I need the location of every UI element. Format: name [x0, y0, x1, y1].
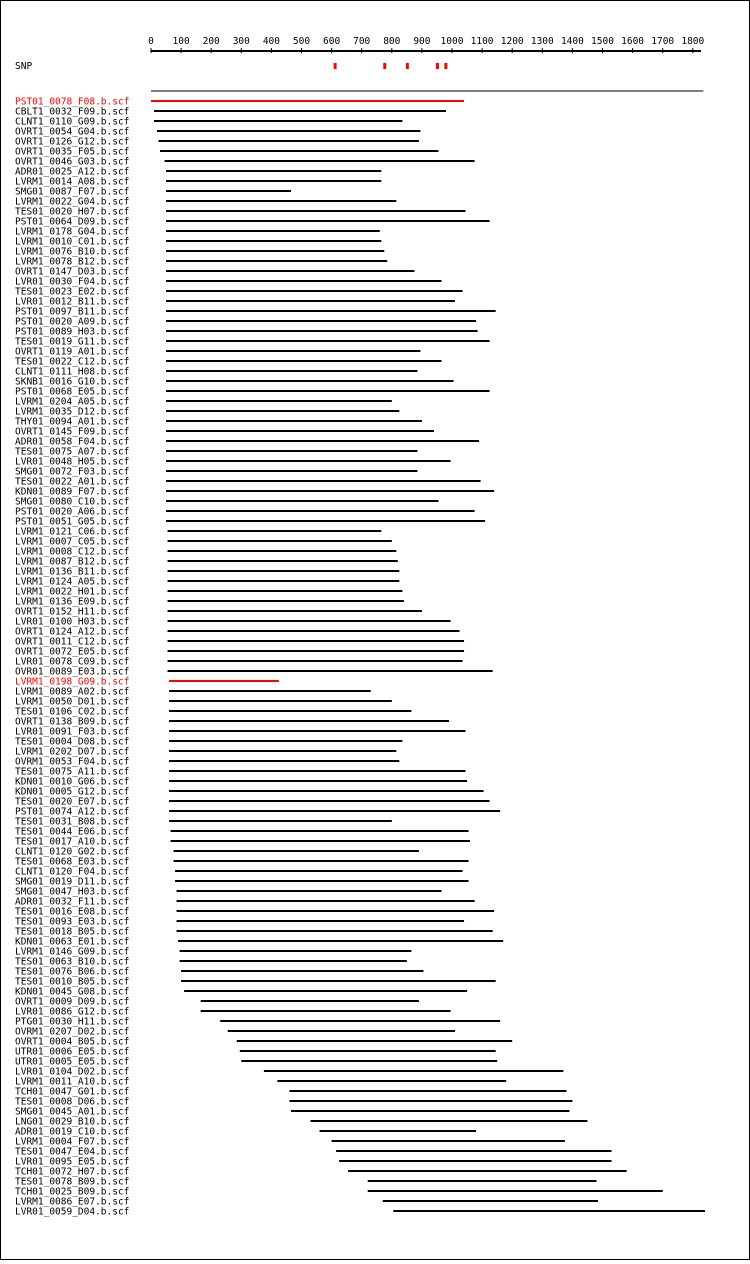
read-name: OVRT1_0054_G04.b.scf [15, 126, 130, 138]
read-name: OVRT1_0046_G03.b.scf [15, 156, 130, 168]
read-name: OVRT1_0035_F05.b.scf [15, 146, 130, 158]
read-row [15, 1207, 705, 1218]
read-name: TES01_0078_B09.b.scf [15, 1176, 130, 1188]
read-name: UTR01_0005_E05.b.scf [15, 1056, 130, 1068]
read-name: PST01_0089_H03.b.scf [15, 326, 130, 338]
read-name: LNG01_0029_B10.b.scf [15, 1116, 130, 1128]
read-name: TES01_0018_B05.b.scf [15, 926, 130, 938]
read-name: OVRT1_0072_E05.b.scf [15, 646, 130, 658]
read-name: SMG01_0072_F03.b.scf [15, 466, 130, 478]
read-name: TES01_0023_E02.b.scf [15, 286, 130, 298]
read-list [15, 97, 705, 1218]
read-name: SMG01_0080_C10.b.scf [15, 496, 130, 508]
read-name: PST01_0097_B11.b.scf [15, 306, 130, 318]
read-name: OVRT1_0126_G12.b.scf [15, 136, 130, 148]
read-name: LVR01_0078_C09.b.scf [15, 656, 130, 668]
read-name: LVRM1_0035_D12.b.scf [15, 406, 130, 418]
read-name: LVRM1_0202_D07.b.scf [15, 746, 130, 758]
read-name: LVR01_0030_F04.b.scf [15, 276, 130, 288]
read-name: OVRT1_0152_H11.b.scf [15, 606, 130, 618]
read-name: KDN01_0089_F07.b.scf [15, 486, 130, 498]
read-name: LVRM1_0078_B12.b.scf [15, 256, 130, 268]
read-name: CLNT1_0111_H08.b.scf [15, 366, 130, 378]
axis-tick-label: 200 [202, 36, 220, 47]
read-name: TCH01_0072_H07.b.scf [15, 1166, 130, 1178]
snp-label: SNP [15, 61, 33, 72]
read-name: CLNT1_0120_G02.b.scf [15, 846, 130, 858]
read-name: TES01_0020_H07.b.scf [15, 206, 130, 218]
read-name: LVR01_0104_D02.b.scf [15, 1066, 130, 1078]
read-name: ADR01_0025_A12.b.scf [15, 166, 130, 178]
read-name: TES01_0076_B06.b.scf [15, 966, 130, 978]
read-name: LVRM1_0007_C05.b.scf [15, 536, 130, 548]
axis-tick-label: 600 [323, 36, 341, 47]
axis-tick-label: 1400 [560, 36, 584, 47]
read-name: PST01_0051_G05.b.scf [15, 516, 130, 528]
read-name: OVRT1_0147_D03.b.scf [15, 266, 130, 278]
read-name: SKNB1_0016_G10.b.scf [15, 376, 130, 388]
read-name: SMG01_0045_A01.b.scf [15, 1106, 130, 1118]
read-name: KDN01_0045_G08.b.scf [15, 986, 130, 998]
axis-tick-label: 1700 [651, 36, 675, 47]
read-name: LVRM1_0050_D01.b.scf [15, 696, 130, 708]
axis-tick-label: 1600 [621, 36, 645, 47]
read-name: TES01_0016_E08.b.scf [15, 906, 130, 918]
read-name: ADR01_0058_F04.b.scf [15, 436, 130, 448]
snp-marker [406, 63, 409, 69]
read-name: LVRM1_0087_B12.b.scf [15, 556, 130, 568]
read-name: TCH01_0047_G01.b.scf [15, 1086, 130, 1098]
read-name: OVRT1_0004_B05.b.scf [15, 1036, 130, 1048]
read-name: OVRT1_0119_A01.b.scf [15, 346, 130, 358]
read-name: PST01_0078_F08.b.scf [15, 96, 130, 108]
read-name: PST01_0068_E05.b.scf [15, 386, 130, 398]
snp-marker [444, 63, 447, 69]
read-name: TES01_0044_E06.b.scf [15, 826, 130, 838]
axis-tick-label: 1500 [591, 36, 614, 47]
read-name: SMG01_0087_F07.b.scf [15, 186, 130, 198]
snp-marker [383, 63, 386, 69]
read-name: LVRM1_0076_B10.b.scf [15, 246, 130, 258]
read-name: PST01_0074_A12.b.scf [15, 806, 130, 818]
read-name: LVRM1_0136_E09.b.scf [15, 596, 130, 608]
read-name: OVRT1_0011_C12.b.scf [15, 636, 130, 648]
sequence-alignment-diagram [1, 1, 749, 1259]
read-name: CBLT1_0032_F09.b.scf [15, 106, 130, 118]
axis-tick-label: 900 [413, 36, 431, 47]
axis-tick-label: 100 [172, 36, 190, 47]
read-name: SMG01_0047_H03.b.scf [15, 886, 130, 898]
read-name: LVRM1_0010_C01.b.scf [15, 236, 130, 248]
snp-track [15, 61, 447, 72]
read-name: OVRT1_0145_F09.b.scf [15, 426, 130, 438]
read-name: TES01_0031_B08.b.scf [15, 816, 130, 828]
read-name: TES01_0047_E04.b.scf [15, 1146, 130, 1158]
read-name: LVRM1_0204_A05.b.scf [15, 396, 130, 408]
read-name: LVRM1_0121_C06.b.scf [15, 526, 130, 538]
read-name: LVRM1_0022_G04.b.scf [15, 196, 130, 208]
read-name: LVR01_0100_H03.b.scf [15, 616, 130, 628]
read-name: TES01_0106_C02.b.scf [15, 706, 130, 718]
read-name: LVRM1_0124_A05.b.scf [15, 576, 130, 588]
read-name: TES01_0019_G11.b.scf [15, 336, 130, 348]
read-name: LVR01_0095_E05.b.scf [15, 1156, 130, 1168]
axis-tick-label: 300 [232, 36, 250, 47]
axis-tick-label: 700 [353, 36, 371, 47]
read-name: TES01_0063_B10.b.scf [15, 956, 130, 968]
axis-tick-label: 500 [292, 36, 311, 47]
snp-marker [436, 63, 439, 69]
read-name: LVR01_0012_B11.b.scf [15, 296, 130, 308]
axis-tick-label: 1800 [681, 36, 705, 47]
read-name: TES01_0022_A01.b.scf [15, 476, 130, 488]
read-name: TES01_0004_D08.b.scf [15, 736, 130, 748]
read-name: TES01_0068_E03.b.scf [15, 856, 130, 868]
read-name: PTG01_0030_H11.b.scf [15, 1016, 130, 1028]
read-name: TES01_0020_E07.b.scf [15, 796, 130, 808]
read-name: UTR01_0006_E05.b.scf [15, 1046, 130, 1058]
read-name: OVRM1_0053_F04.b.scf [15, 756, 130, 768]
read-name: TES01_0022_C12.b.scf [15, 356, 130, 368]
read-name: KDN01_0063_E01.b.scf [15, 936, 130, 948]
read-name: LVRM1_0022_H01.b.scf [15, 586, 130, 598]
axis-tick-label: 1000 [440, 36, 464, 47]
read-name: KDN01_0010_G06.b.scf [15, 776, 130, 788]
snp-marker [334, 63, 337, 69]
read-name: LVR01_0091_F03.b.scf [15, 726, 130, 738]
axis-tick-label: 800 [383, 36, 401, 47]
read-name: TES01_0075_A07.b.scf [15, 446, 130, 458]
read-name: CLNT1_0120_F04.b.scf [15, 866, 130, 878]
read-name: OVRM1_0207_D02.b.scf [15, 1026, 130, 1038]
read-name: PST01_0064_D09.b.scf [15, 216, 130, 228]
read-name: LVRM1_0198_G09.b.scf [15, 676, 130, 688]
read-name: LVRM1_0089_A02.b.scf [15, 686, 130, 698]
read-name: KDN01_0005_G12.b.scf [15, 786, 130, 798]
read-name: OVRT1_0009_D09.b.scf [15, 996, 130, 1008]
read-name: OVRT1_0138_B09.b.scf [15, 716, 130, 728]
read-name: THY01_0094_A01.b.scf [15, 416, 130, 428]
read-name: LVR01_0059_D04.b.scf [15, 1206, 130, 1218]
read-name: SMG01_0019_D11.b.scf [15, 876, 130, 888]
read-name: LVRM1_0086_E07.b.scf [15, 1196, 130, 1208]
read-name: TES01_0017_A10.b.scf [15, 836, 130, 848]
axis-tick-label: 400 [262, 36, 280, 47]
read-name: TES01_0075_A11.b.scf [15, 766, 130, 778]
read-name: LVR01_0048_H05.b.scf [15, 456, 130, 468]
read-name: LVRM1_0011_A10.b.scf [15, 1076, 130, 1088]
read-name: LVRM1_0146_G09.b.scf [15, 946, 130, 958]
axis-tick-label: 0 [148, 36, 154, 47]
read-name: TES01_0008_D06.b.scf [15, 1096, 130, 1108]
axis-tick-label: 1300 [530, 36, 554, 47]
read-name: LVRM1_0008_C12.b.scf [15, 546, 130, 558]
read-name: OVRT1_0124_A12.b.scf [15, 626, 130, 638]
read-name: PST01_0020_A09.b.scf [15, 316, 130, 328]
read-name: TCH01_0025_B09.b.scf [15, 1186, 130, 1198]
axis-tick-label: 1100 [470, 36, 494, 47]
read-name: LVRM1_0014_A08.b.scf [15, 176, 130, 188]
read-name: LVRM1_0136_B11.b.scf [15, 566, 130, 578]
read-name: ADR01_0019_C10.b.scf [15, 1126, 130, 1138]
position-axis [148, 36, 704, 53]
read-name: TES01_0093_E03.b.scf [15, 916, 130, 928]
read-name: LVRM1_0178_G04.b.scf [15, 226, 130, 238]
read-name: CLNT1_0110_G09.b.scf [15, 116, 130, 128]
read-name: LVR01_0086_G12.b.scf [15, 1006, 130, 1018]
read-name: PST01_0020_A06.b.scf [15, 506, 130, 518]
read-name: TES01_0010_B05.b.scf [15, 976, 130, 988]
read-name: OVR01_0089_E03.b.scf [15, 666, 130, 678]
axis-tick-label: 1200 [500, 36, 524, 47]
read-name: ADR01_0032_F11.b.scf [15, 896, 130, 908]
read-name: LVRM1_0004_F07.b.scf [15, 1136, 130, 1148]
